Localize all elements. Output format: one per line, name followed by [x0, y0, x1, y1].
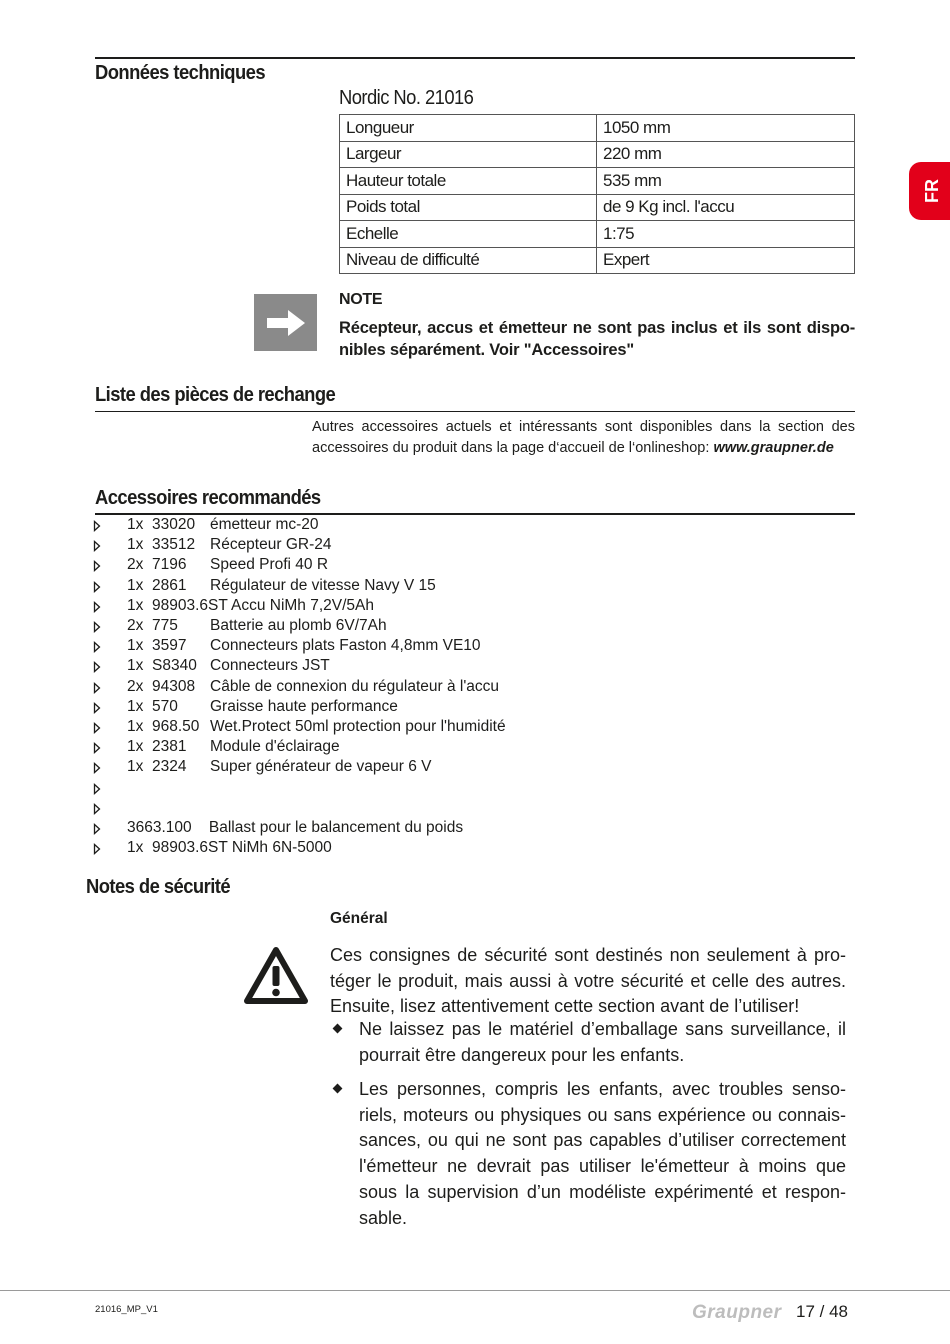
accessory-qty: 1x: [127, 697, 144, 715]
safety-subheading: Général: [330, 910, 388, 927]
footer-rule: [0, 1290, 950, 1291]
accessory-qty: 1x: [127, 758, 144, 776]
accessory-qty: 2x: [127, 556, 144, 574]
accessory-qty: 1x: [127, 536, 144, 554]
triangle-bullet-icon: [93, 783, 101, 795]
spec-row: [340, 194, 855, 221]
safety-bullet-2-line-1: Les personnes, compris les enfants, avec troubles senso-: [359, 1079, 846, 1099]
safety-heading: Notes de sécurité: [86, 876, 231, 898]
accessory-code: 2324: [152, 758, 187, 776]
triangle-bullet-icon: [93, 601, 101, 613]
note-text: [339, 317, 855, 361]
spec-row: [340, 247, 855, 274]
spares-heading: Liste des pièces de rechange: [95, 384, 336, 406]
section-rule: [95, 513, 855, 515]
spec-value: 1:75: [597, 221, 855, 248]
accessory-text: 1x 98903.6ST Accu NiMh 7,2V/5Ah: [127, 596, 375, 614]
note-line-2: nibles séparément. Voir "Accessoires": [339, 341, 634, 359]
accessory-code: 33512: [152, 536, 196, 554]
accessory-code: 2381: [152, 738, 187, 756]
triangle-bullet-icon: [93, 702, 101, 714]
triangle-bullet-icon: [93, 621, 101, 633]
accessory-desc: Batterie au plomb 6V/7Ah: [210, 617, 387, 634]
spec-label: Poids total: [340, 194, 597, 221]
accessory-qty: 1x: [127, 657, 144, 675]
accessory-code: 3597: [152, 637, 187, 655]
spec-label: Largeur: [340, 141, 597, 168]
arrow-icon: [254, 294, 317, 351]
triangle-bullet-icon: [93, 803, 101, 815]
graupner-link[interactable]: www.graupner.de: [713, 440, 834, 456]
note-title: NOTE: [339, 291, 383, 308]
bullet-diamond: [333, 1084, 343, 1094]
triangle-bullet-icon: [93, 641, 101, 653]
spares-line-2-text: accessoires du produit dans la page d‘accueil de l‘onlineshop:: [312, 440, 714, 456]
accessory-desc: Connecteurs plats Faston 4,8mm VE10: [210, 637, 481, 655]
accessory-qty: 1x: [127, 516, 144, 533]
accessory-desc: Régulateur de vitesse Navy V 15: [210, 576, 436, 594]
note-line-1: Récepteur, accus et émetteur ne sont pas inclus et ils sont dispo-: [339, 319, 855, 337]
accessory-desc: Graisse haute performance: [210, 697, 398, 715]
spec-row: [340, 141, 855, 168]
spec-label: Echelle: [340, 221, 597, 248]
accessory-qty: 2x: [127, 617, 144, 634]
safety-bullet-2: [359, 1077, 846, 1231]
safety-bullet-2-line-6: sable.: [359, 1207, 408, 1228]
triangle-bullet-icon: [93, 540, 101, 552]
spec-label: Hauteur totale: [340, 168, 597, 195]
specs-table: [339, 114, 855, 274]
spec-row: [340, 115, 855, 142]
accessory-desc: Super générateur de vapeur 6 V: [210, 758, 432, 776]
accessory-qty: 1x: [127, 718, 144, 735]
accessory-qty: 1x: [127, 637, 144, 655]
safety-bullet-1-line-1: Ne laissez pas le matériel d’emballage sans surveillance, il: [359, 1019, 846, 1039]
accessory-desc: Récepteur GR-24: [210, 536, 332, 554]
spares-line-2: [312, 438, 855, 459]
accessory-qty: 1x: [127, 738, 144, 756]
accessory-code: 570: [152, 697, 178, 715]
safety-bullet-1-line-2: pourrait être dangereux pour les enfants.: [359, 1044, 685, 1065]
brand-logo: Graupner: [692, 1302, 782, 1323]
language-tab-label: FR: [921, 179, 942, 203]
triangle-bullet-icon: [93, 823, 101, 835]
triangle-bullet-icon: [93, 560, 101, 572]
safety-intro-line-2: téger le produit, mais aussi à votre sécurité et celle des autres.: [330, 970, 846, 991]
bullet-diamond: [333, 1024, 343, 1034]
accessory-qty: 1x: [127, 576, 144, 594]
accessory-code: 775: [152, 617, 178, 634]
model-number: Nordic No. 21016: [339, 87, 474, 109]
triangle-bullet-icon: [93, 520, 101, 532]
accessory-code: 33020: [152, 516, 196, 533]
accessory-code: 7196: [152, 556, 187, 574]
accessory-text: 3663.100 Ballast pour le balancement du poids: [127, 819, 464, 836]
spec-value: 1050 mm: [597, 115, 855, 142]
safety-intro-line-3: Ensuite, lisez attentivement cette section avant de l’utiliser!: [330, 996, 800, 1017]
spares-line-1: Autres accessoires actuels et intéressants sont disponibles dans la section des: [312, 419, 855, 435]
spec-label: Niveau de difficulté: [340, 247, 597, 274]
accessory-desc: Câble de connexion du régulateur à l'accu: [210, 677, 500, 695]
safety-bullet-1: [359, 1017, 846, 1068]
warning-icon: [243, 945, 309, 1012]
accessory-qty: 2x: [127, 677, 144, 695]
triangle-bullet-icon: [93, 742, 101, 754]
triangle-bullet-icon: [93, 843, 101, 855]
spec-row: [340, 168, 855, 195]
accessories-heading: Accessoires recommandés: [95, 487, 321, 509]
safety-bullet-2-line-5: sous la supervision d’un modéliste expérimenté et respon-: [359, 1181, 846, 1202]
accessory-desc: Connecteurs JST: [210, 657, 330, 675]
accessory-text: 1x 98903.6ST NiMh 6N-5000: [127, 839, 332, 857]
safety-bullet-2-line-3: sances, ou qui ne sont pas capables d’utiliser correctement: [359, 1130, 846, 1151]
accessory-code: S8340: [152, 657, 197, 675]
safety-bullet-2-line-4: l'émetteur ne devrait pas utiliser le'émetteur à moins que: [359, 1156, 846, 1177]
safety-intro: [330, 943, 846, 1020]
accessory-desc: Module d'éclairage: [210, 738, 340, 756]
safety-intro-line-1: Ces consignes de sécurité sont destinés non seulement à pro-: [330, 945, 846, 965]
accessory-desc: Wet.Protect 50ml protection pour l'humidité: [210, 718, 506, 735]
triangle-bullet-icon: [93, 581, 101, 593]
spec-label: Longueur: [340, 115, 597, 142]
safety-bullet-2-line-2: riels, moteurs ou physiques ou sans expérience ou connais-: [359, 1104, 846, 1125]
section-rule: [95, 411, 855, 412]
spec-value: de 9 Kg incl. l'accu: [597, 194, 855, 221]
triangle-bullet-icon: [93, 762, 101, 774]
spec-value: 220 mm: [597, 141, 855, 168]
spec-value: 535 mm: [597, 168, 855, 195]
spares-text: [312, 417, 855, 459]
triangle-bullet-icon: [93, 661, 101, 673]
triangle-bullet-icon: [93, 722, 101, 734]
spec-value: Expert: [597, 247, 855, 274]
tech-heading: Données techniques: [95, 62, 266, 84]
footer-doc-id: 21016_MP_V1: [95, 1304, 158, 1315]
accessory-code: 968.50: [152, 718, 200, 735]
triangle-bullet-icon: [93, 682, 101, 694]
accessory-desc: émetteur mc-20: [210, 516, 319, 533]
accessory-code: 2861: [152, 576, 187, 594]
accessory-code: 94308: [152, 677, 196, 695]
accessory-desc: Speed Profi 40 R: [210, 556, 329, 574]
spec-row: [340, 221, 855, 248]
page-number: 17 / 48: [796, 1302, 848, 1321]
section-rule: [95, 57, 855, 59]
